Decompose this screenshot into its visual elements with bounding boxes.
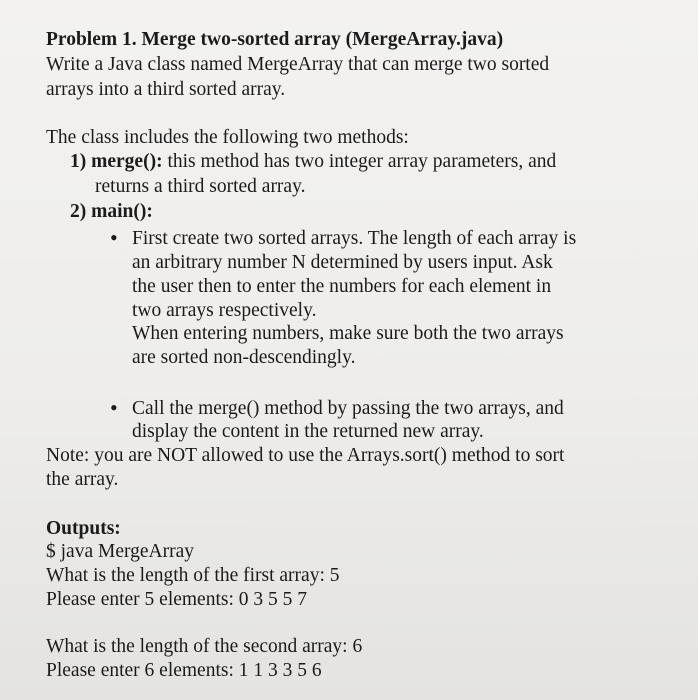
output-line-5: Please enter 6 elements: 1 1 3 3 5 6 <box>46 660 322 681</box>
methods-heading: The class includes the following two methods: <box>46 127 409 148</box>
method1-name: merge(): <box>91 151 163 172</box>
bullet1-line-2: an arbitrary number N determined by users input. Ask <box>132 252 553 273</box>
intro-line-1: Write a Java class named MergeArray that can merge two sorted <box>46 54 550 75</box>
bullet1-line-6: are sorted non-descendingly. <box>132 347 356 368</box>
method1-line <box>70 150 556 174</box>
output-line-3: Please enter 5 elements: 0 3 5 5 7 <box>46 589 308 610</box>
bullet1-line-5: When entering numbers, make sure both the two arrays <box>132 323 564 344</box>
bullet-marker-2: • <box>110 395 118 420</box>
intro-line-2: arrays into a third sorted array. <box>46 79 286 100</box>
bullet1-line-4: two arrays respectively. <box>132 300 317 321</box>
method1-desc-cont: returns a third sorted array. <box>95 176 306 197</box>
output-line-4: What is the length of the second array: 6 <box>46 636 363 657</box>
note-line-1: Note: you are NOT allowed to use the Arrays.sort() method to sort <box>46 445 565 466</box>
outputs-label: Outputs: <box>46 518 121 539</box>
bullet1-line-1: First create two sorted arrays. The length of each array is <box>132 228 577 249</box>
bullet1-line-3: the user then to enter the numbers for each element in <box>132 276 552 297</box>
output-line-2: What is the length of the first array: 5 <box>46 565 340 586</box>
method2-name: main(): <box>91 201 153 222</box>
method1-number: 1) <box>70 151 87 172</box>
note-line-2: the array. <box>46 469 119 490</box>
bullet2-line-1: Call the merge() method by passing the two arrays, and <box>132 398 564 419</box>
method1-desc: this method has two integer array parameters, and <box>162 151 557 172</box>
bullet-marker-1: • <box>110 225 118 250</box>
output-line-1: $ java MergeArray <box>46 541 194 562</box>
method2-number: 2) <box>70 201 87 222</box>
bullet2-line-2: display the content in the returned new array. <box>132 421 484 442</box>
problem-title: Problem 1. Merge two-sorted array (MergeArray.java) <box>46 29 504 50</box>
method2-line <box>70 200 153 224</box>
